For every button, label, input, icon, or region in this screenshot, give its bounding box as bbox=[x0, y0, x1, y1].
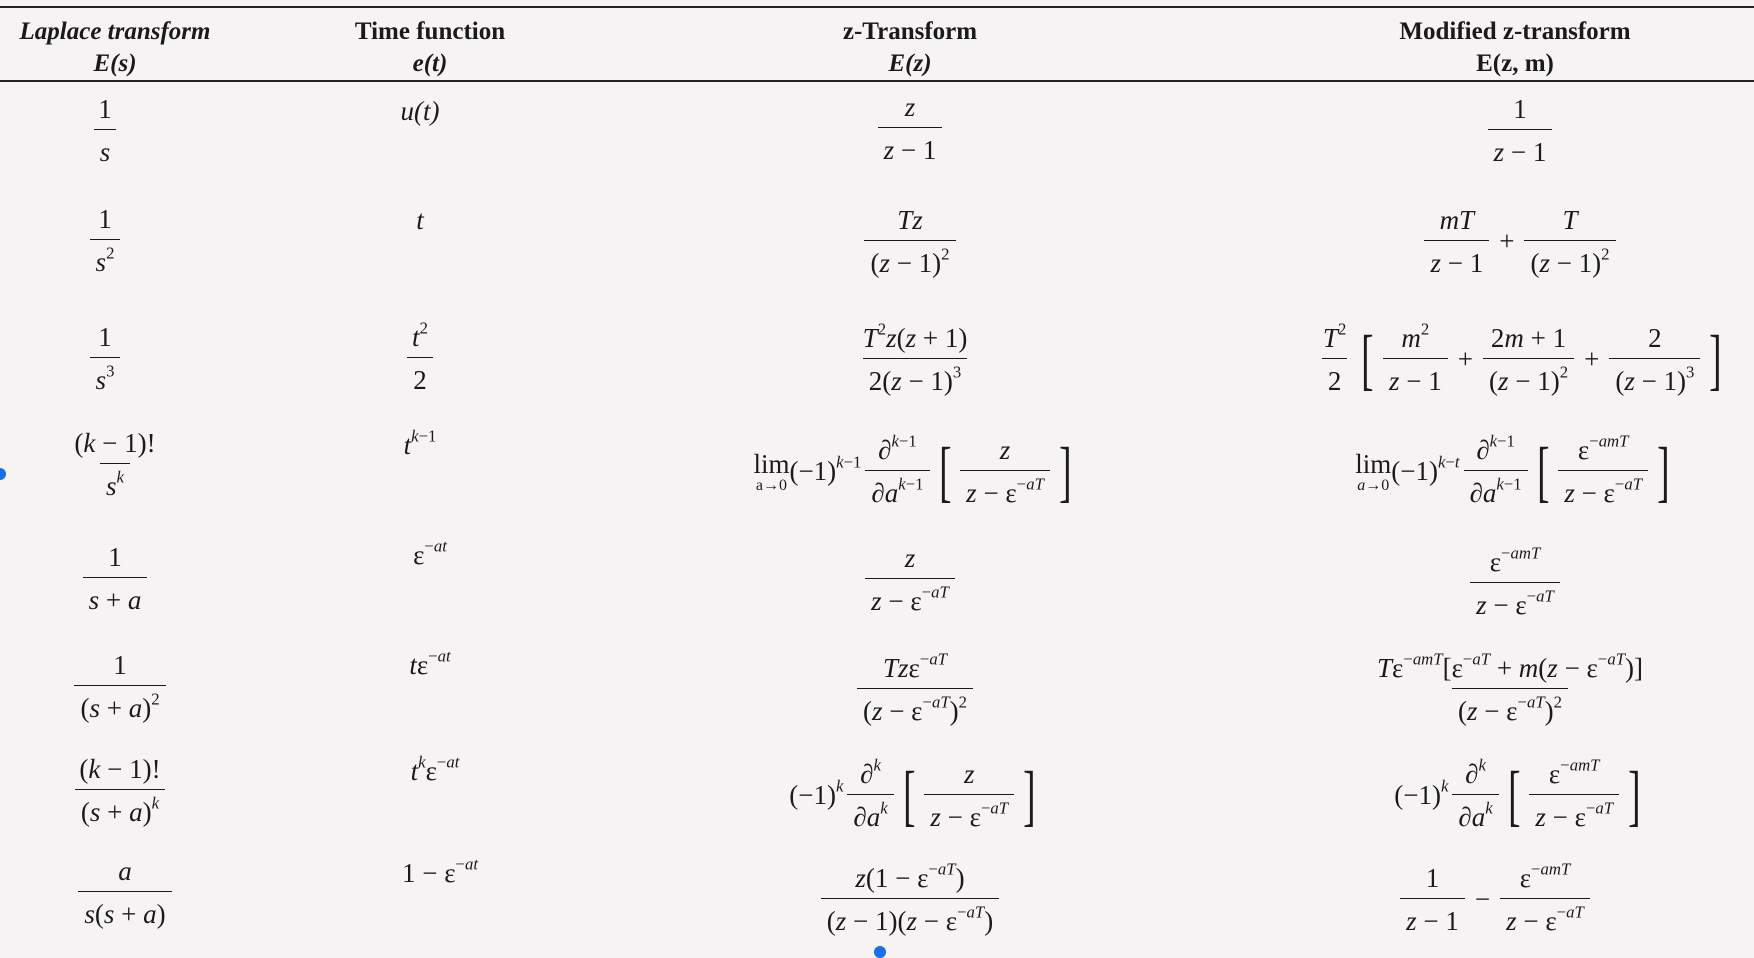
row6-time: $t\varepsilon^{-at}$ bbox=[409, 646, 451, 680]
row7-time: $t^k\varepsilon^{-at}$ bbox=[410, 752, 460, 786]
row5-z: $\frac{z}{z - \varepsilon^{-aT}}$ bbox=[835, 536, 985, 622]
row2-z: $\frac{Tz}{(z - 1)^2}$ bbox=[840, 198, 980, 284]
row1-z: $\frac{z}{z - 1}$ bbox=[850, 88, 970, 168]
row4-z: lim a→0 $(-1)^{k-1}$ $\frac{\partial^{k-1}}{\partial a^{k-1}}$ [ $\frac{z}{z - \varepsilon^{-aT}}$ ] bbox=[753, 430, 1072, 509]
header-time-function: Time function e(t) bbox=[354, 18, 506, 77]
row3-laplace: $\frac{1}{s^3}$ bbox=[60, 318, 150, 398]
row8-z: $\frac{z(1 - \varepsilon^{-aT})}{(z - 1)(z - \varepsilon^{-aT})}$ bbox=[790, 856, 1030, 942]
header-rule bbox=[0, 80, 1754, 82]
header-modified-z-transform: Modified z-transform E(z, m) bbox=[1399, 18, 1631, 77]
row3-time: $\frac{t^2}{2}$ bbox=[370, 318, 470, 398]
bottom-scroll-marker[interactable] bbox=[874, 946, 886, 958]
row2-modz: $\frac{mT}{z - 1}$ + $\frac{T}{(z - 1)^2}$ bbox=[1390, 198, 1650, 284]
table-top-rule bbox=[0, 6, 1754, 8]
row7-laplace: $\frac{(k - 1)!}{(s + a)^k}$ bbox=[50, 750, 190, 830]
row4-modz: lim a→0 $(-1)^{k-t}$ $\frac{\partial^{k-1}}{\partial a^{k-1}}$ [ $\frac{\varepsilon^{-amT}}{z - \varepsilon^{-aT}}$ ] bbox=[1355, 430, 1670, 509]
row3-modz: $\frac{T^2}{2}$ [ $\frac{m^2}{z - 1}$ + $\frac{2m + 1}{(z - 1)^2}$ + $\frac{2}{(z - 1)^3}$ ] bbox=[1322, 318, 1722, 397]
row2-time: t bbox=[416, 205, 424, 235]
row7-z: $(-1)^k$ $\frac{\partial^k}{\partial a^k}$ [ $\frac{z}{z - \varepsilon^{-aT}}$ ] bbox=[789, 754, 1036, 833]
row6-laplace: $\frac{1}{(s + a)^2}$ bbox=[50, 646, 190, 726]
row1-modz: $\frac{1}{z - 1}$ bbox=[1460, 90, 1580, 170]
row5-modz: $\frac{\varepsilon^{-amT}}{z - \varepsilon^{-aT}}$ bbox=[1435, 540, 1595, 626]
row7-modz: $(-1)^k$ $\frac{\partial^k}{\partial a^k}$ [ $\frac{\varepsilon^{-amT}}{z - \varepsilon^{-aT}}$ ] bbox=[1394, 754, 1641, 833]
row3-z: $\frac{T^2z(z + 1)}{2(z - 1)^3}$ bbox=[820, 316, 1010, 402]
row5-time: $\varepsilon^{-at}$ bbox=[413, 536, 447, 570]
left-scroll-marker[interactable] bbox=[0, 468, 6, 480]
header-z-transform: z-Transform E(z) bbox=[842, 18, 978, 77]
row8-time: $1 - \varepsilon^{-at}$ bbox=[401, 854, 479, 888]
header-laplace: Laplace transform E(s) bbox=[19, 18, 211, 77]
row2-laplace: $\frac{1}{s^2}$ bbox=[60, 200, 150, 280]
row6-z: $\frac{Tz\varepsilon^{-aT}}{(z - \varepsilon^{-aT})^2}$ bbox=[820, 646, 1010, 732]
row8-modz: $\frac{1}{z - 1}$ − $\frac{\varepsilon^{-amT}}{z - \varepsilon^{-aT}}$ bbox=[1370, 856, 1620, 942]
row1-laplace: $\frac{1}{s}$ bbox=[60, 90, 150, 170]
row1-time: u(t) bbox=[400, 96, 440, 126]
row4-laplace: $\frac{(k - 1)!}{s^k}$ bbox=[50, 424, 180, 504]
row4-time: $t^{k-1}$ bbox=[403, 426, 437, 460]
row6-modz: $\frac{T\varepsilon^{-amT}[\varepsilon^{-aT} + m(z - \varepsilon^{-aT})]}{(z - \varepsilon^{-aT})^2}$ bbox=[1320, 646, 1700, 732]
row5-laplace: $\frac{1}{s + a}$ bbox=[60, 538, 170, 618]
row8-laplace: $\frac{a}{s(s + a)}$ bbox=[60, 852, 190, 932]
